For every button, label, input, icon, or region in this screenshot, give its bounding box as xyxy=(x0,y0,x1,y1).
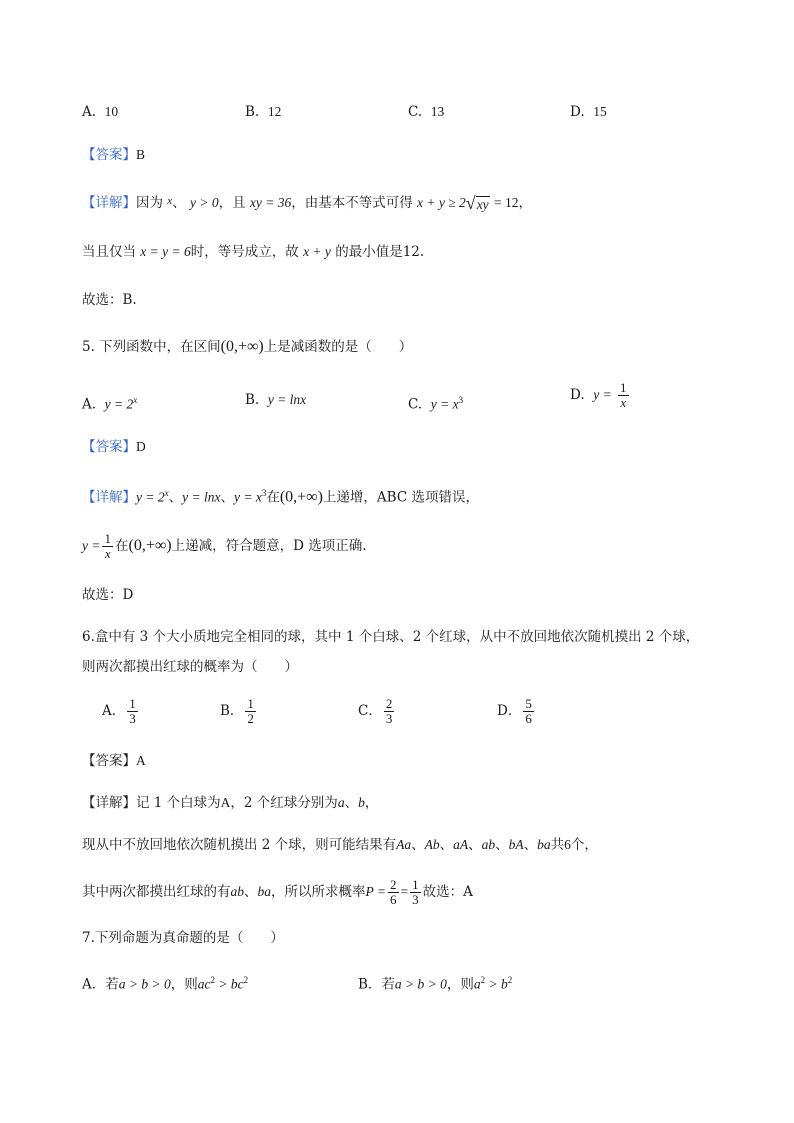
q6-detail-line1: 【详解】记 1 个白球为A，2 个红球分别为a、b， xyxy=(82,795,379,811)
fraction: $\frac{1}{x}$ xyxy=(620,380,627,410)
q4-detail-line1: 【详解】因为 $^x$、 y > 0，且 xy = 36，由基本不等式可得 x + y ≥ 2 √ xy = 12， xyxy=(82,193,532,213)
fraction: $\frac{1}{2}$ xyxy=(247,696,254,726)
q6-stem-line2: 则两次都摸出红球的概率为（ ） xyxy=(82,659,298,675)
q7-option-a: A．若a > b > 0，则$ac^2 > bc^2$ xyxy=(82,975,249,993)
q6-option-b: B． $\frac{1}{2}$ xyxy=(220,696,254,726)
q5-stem: 5. 下列函数中，在区间(0,+∞)上是减函数的是（ ） xyxy=(82,338,413,355)
sqrt-xy: √ xy xyxy=(465,193,489,213)
detail-label: 【详解】 xyxy=(82,195,136,211)
q7-option-b: B．若a > b > 0，则$a^2 > b^2$ xyxy=(358,975,513,993)
q4-option-a: A. 10 xyxy=(82,104,119,120)
q5-detail-line1: 【详解】$y = 2^x$、y = lnx、$y = x^3$在(0,+∞)上递增，ABC 选项错误， xyxy=(82,488,479,506)
q5-answer: 【答案】D xyxy=(82,439,146,455)
fraction: $\frac{2}{3}$ xyxy=(385,696,393,726)
fraction: $\frac{5}{6}$ xyxy=(525,696,532,726)
q6-detail-line2: 现从中不放回地依次随机摸出 2 个球，则可能结果有Aa、Ab、aA、ab、bA、ba共6个， xyxy=(82,837,598,853)
q6-stem-line1: 6.盒中有 3 个大小质地完全相同的球，其中 1 个白球、2 个红球，从中不放回地依次随机摸出 2 个球， xyxy=(82,629,700,645)
q4-option-d: D. 15 xyxy=(570,104,607,120)
q7-stem: 7.下列命题为真命题的是（ ） xyxy=(82,930,284,946)
q4-option-c: C. 13 xyxy=(408,104,445,120)
fraction: $\frac{1}{x}$ xyxy=(104,531,111,561)
fraction: $\frac{1}{3}$ xyxy=(129,696,136,726)
detail-label: 【详解】 xyxy=(82,489,136,506)
q4-answer: 【答案】B xyxy=(82,147,146,163)
q5-detail-line2: y = $\frac{1}{x}$ 在(0,+∞)上递减，符合题意，D 选项正确. xyxy=(82,531,367,561)
q6-option-c: C． $\frac{2}{3}$ xyxy=(358,696,393,726)
q6-detail-line3: 其中两次都摸出红球的有ab、ba，所以所求概率P = $\frac{2}{6}$ = $\frac{1}{3}$ 故选：A xyxy=(82,877,473,907)
q5-option-b: B. y = lnx xyxy=(245,392,307,408)
answer-label: 【答案】 xyxy=(82,753,136,769)
q4-option-b: B. 12 xyxy=(245,104,282,120)
answer-label: 【答案】 xyxy=(82,439,136,455)
q4-detail-line2: 当且仅当 x = y = 6时，等号成立，故 x + y 的最小值是12. xyxy=(82,244,425,260)
q6-option-a: A． $\frac{1}{3}$ xyxy=(102,696,136,726)
fraction: $\frac{2}{6}$ xyxy=(390,877,397,907)
q5-option-c: C. $y = x^3$ xyxy=(408,395,464,413)
q5-option-d: D. y = $\frac{1}{x}$ xyxy=(570,380,627,410)
q6-answer: 【答案】A xyxy=(82,753,146,769)
q5-choose: 故选：D xyxy=(82,587,134,603)
q6-option-d: D． $\frac{5}{6}$ xyxy=(497,696,532,726)
fraction: $\frac{1}{3}$ xyxy=(412,877,419,907)
detail-label: 【详解】 xyxy=(82,795,136,811)
q5-option-a: A. $y = 2^x$ xyxy=(82,395,138,413)
q4-choose: 故选：B. xyxy=(82,292,137,308)
answer-label: 【答案】 xyxy=(82,147,136,163)
